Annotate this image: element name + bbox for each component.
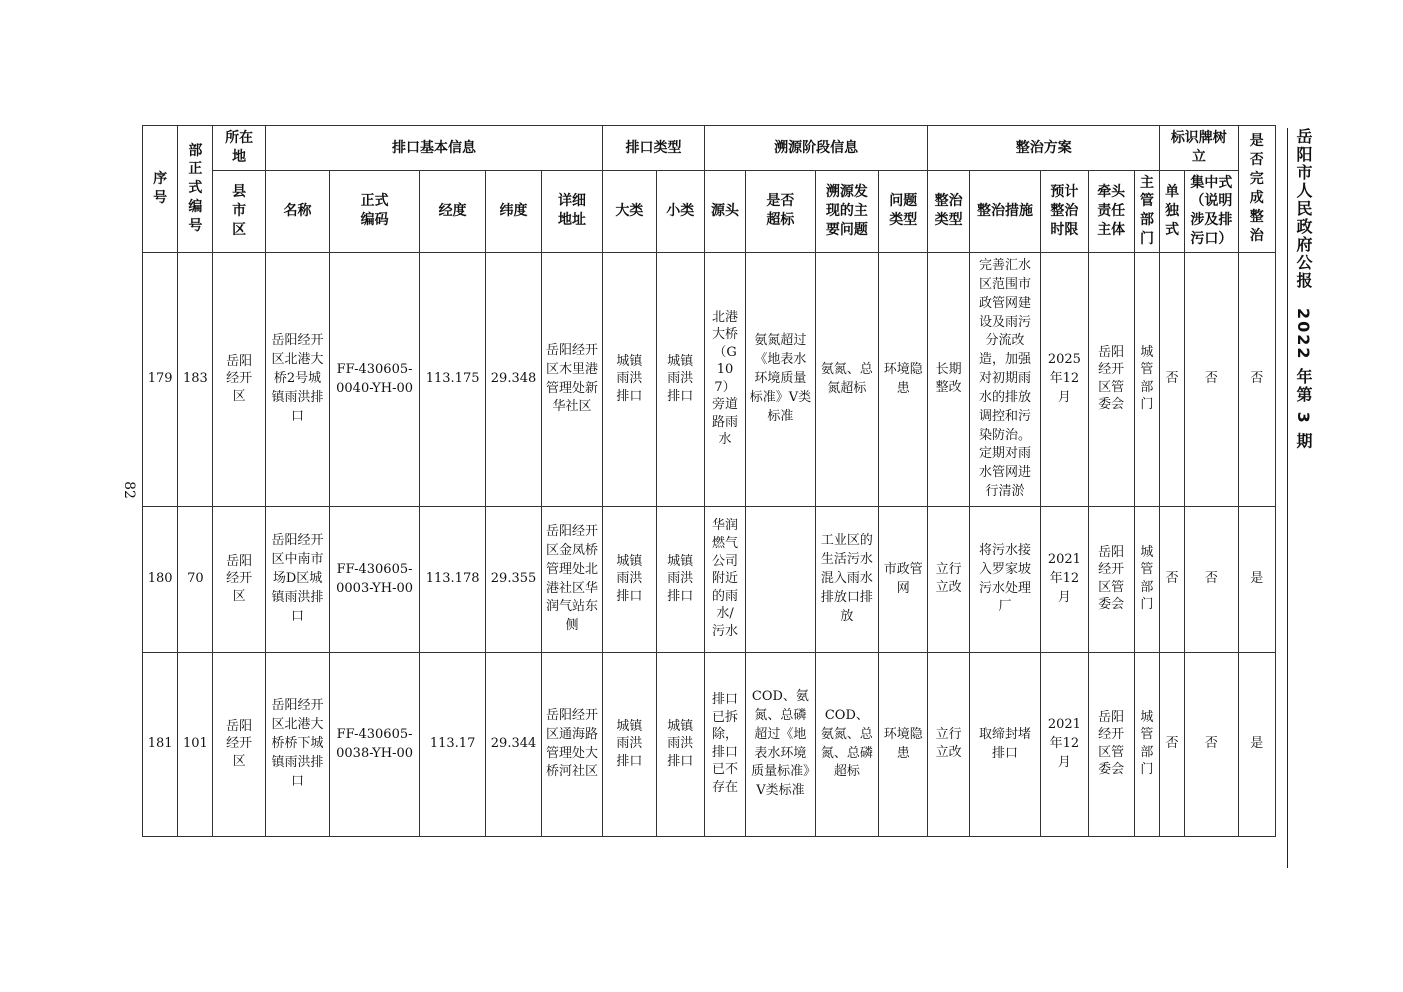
table-row [143, 253, 1276, 507]
cell-dept-code: 101 [178, 653, 213, 837]
header-dept-code: 部正式编号 [178, 126, 213, 253]
header-trace-info: 溯源阶段信息 [704, 126, 928, 171]
cell-lead: 岳阳经开区管委会 [1088, 653, 1134, 837]
cell-major: 城镇雨洪排口 [603, 253, 656, 507]
cell-done: 是 [1238, 653, 1275, 837]
cell-seq: 179 [143, 253, 178, 507]
header-supervisor: 主管部门 [1134, 171, 1159, 253]
table-row [143, 507, 1276, 653]
cell-problem-type: 市政管网 [879, 507, 928, 653]
cell-fix-measure: 取缔封堵排口 [969, 653, 1040, 837]
header-outlet-type: 排口类型 [603, 126, 705, 171]
cell-code: FF-430605-0038-YH-00 [330, 653, 420, 837]
header-problem-type: 问题类型 [879, 171, 928, 253]
cell-seq: 181 [143, 653, 178, 837]
cell-supervisor: 城管部门 [1134, 253, 1159, 507]
cell-latitude: 29.355 [486, 507, 541, 653]
header-address: 详细地址 [541, 171, 602, 253]
cell-fix-measure: 完善汇水区范围市政管网建设及雨污分流改造，加强对初期雨水的排放调控和污染防治。定期对雨水管网进行清淤 [969, 253, 1040, 507]
cell-address: 岳阳经开区木里港管理处新华社区 [541, 253, 602, 507]
cell-county: 岳阳经开区 [213, 253, 265, 507]
cell-code: FF-430605-0003-YH-00 [330, 507, 420, 653]
cell-supervisor: 城管部门 [1134, 653, 1159, 837]
header-major: 大类 [603, 171, 656, 253]
cell-fix-type: 立行立改 [928, 653, 969, 837]
header-code: 正式编码 [330, 171, 420, 253]
cell-main-problem: 氨氮、总氮超标 [815, 253, 878, 507]
header-name: 名称 [265, 171, 329, 253]
header-source: 源头 [704, 171, 745, 253]
header-sign: 标识牌树立 [1160, 126, 1239, 171]
cell-done: 否 [1238, 253, 1275, 507]
cell-county: 岳阳经开区 [213, 507, 265, 653]
header-county: 县市区 [213, 171, 265, 253]
header-main-problem: 溯源发现的主要问题 [815, 171, 878, 253]
cell-main-problem: COD、氨氮、总氮、总磷超标 [815, 653, 878, 837]
cell-latitude: 29.348 [486, 253, 541, 507]
header-latitude: 纬度 [486, 171, 541, 253]
cell-central: 否 [1185, 253, 1238, 507]
cell-code: FF-430605-0040-YH-00 [330, 253, 420, 507]
cell-dept-code: 70 [178, 507, 213, 653]
cell-exceeds [746, 507, 815, 653]
cell-longitude: 113.175 [419, 253, 485, 507]
cell-address: 岳阳经开区通海路管理处大桥河社区 [541, 653, 602, 837]
cell-source: 排口已拆除，排口已不存在 [704, 653, 745, 837]
header-central: 集中式（说明涉及排污口） [1185, 171, 1238, 253]
cell-address: 岳阳经开区金凤桥管理处北港社区华润气站东侧 [541, 507, 602, 653]
cell-source: 北港大桥（G107）旁道路雨水 [704, 253, 745, 507]
header-fix-measure: 整治措施 [969, 171, 1040, 253]
cell-single: 否 [1160, 507, 1185, 653]
cell-problem-type: 环境隐患 [879, 253, 928, 507]
cell-deadline: 2021年12月 [1041, 653, 1088, 837]
cell-fix-measure: 将污水接入罗家坡污水处理厂 [969, 507, 1040, 653]
side-rule [1287, 128, 1288, 868]
cell-latitude: 29.344 [486, 653, 541, 837]
header-basic-info: 排口基本信息 [265, 126, 602, 171]
header-minor: 小类 [656, 171, 704, 253]
cell-central: 否 [1185, 653, 1238, 837]
cell-fix-type: 长期整改 [928, 253, 969, 507]
cell-main-problem: 工业区的生活污水混入雨水排放口排放 [815, 507, 878, 653]
header-done: 是否完成整治 [1238, 126, 1275, 253]
header-plan: 整治方案 [928, 126, 1160, 171]
cell-longitude: 113.178 [419, 507, 485, 653]
cell-minor: 城镇雨洪排口 [656, 507, 704, 653]
cell-name: 岳阳经开区北港大桥2号城镇雨洪排口 [265, 253, 329, 507]
cell-deadline: 2021年12月 [1041, 507, 1088, 653]
cell-central: 否 [1185, 507, 1238, 653]
table-row [143, 653, 1276, 837]
cell-fix-type: 立行立改 [928, 507, 969, 653]
cell-lead: 岳阳经开区管委会 [1088, 253, 1134, 507]
cell-longitude: 113.17 [419, 653, 485, 837]
cell-dept-code: 183 [178, 253, 213, 507]
header-longitude: 经度 [419, 171, 485, 253]
header-exceeds: 是否超标 [746, 171, 815, 253]
journal-header: 岳阳市人民政府公报 2022 年第 3 期 [1294, 128, 1313, 451]
cell-county: 岳阳经开区 [213, 653, 265, 837]
outlet-table [142, 125, 1276, 837]
cell-deadline: 2025年12月 [1041, 253, 1088, 507]
cell-major: 城镇雨洪排口 [603, 653, 656, 837]
cell-lead: 岳阳经开区管委会 [1088, 507, 1134, 653]
cell-major: 城镇雨洪排口 [603, 507, 656, 653]
cell-problem-type: 环境隐患 [879, 653, 928, 837]
header-fix-type: 整治类型 [928, 171, 969, 253]
cell-done: 是 [1238, 507, 1275, 653]
header-single: 单独式 [1160, 171, 1185, 253]
cell-name: 岳阳经开区北港大桥桥下城镇雨洪排口 [265, 653, 329, 837]
cell-supervisor: 城管部门 [1134, 507, 1159, 653]
cell-single: 否 [1160, 253, 1185, 507]
cell-name: 岳阳经开区中南市场D区城镇雨洪排口 [265, 507, 329, 653]
header-location: 所在地 [213, 126, 265, 171]
header-lead: 牵头责任主体 [1088, 171, 1134, 253]
cell-exceeds: 氨氮超过《地表水环境质量标准》V类标准 [746, 253, 815, 507]
cell-single: 否 [1160, 653, 1185, 837]
cell-seq: 180 [143, 507, 178, 653]
page-number: 82 [121, 481, 137, 499]
cell-source: 华润燃气公司附近的雨水/污水 [704, 507, 745, 653]
header-deadline: 预计整治时限 [1041, 171, 1088, 253]
cell-minor: 城镇雨洪排口 [656, 253, 704, 507]
header-seq: 序号 [143, 126, 178, 253]
cell-minor: 城镇雨洪排口 [656, 653, 704, 837]
cell-exceeds: COD、氨氮、总磷超过《地表水环境质量标准》V类标准 [746, 653, 815, 837]
